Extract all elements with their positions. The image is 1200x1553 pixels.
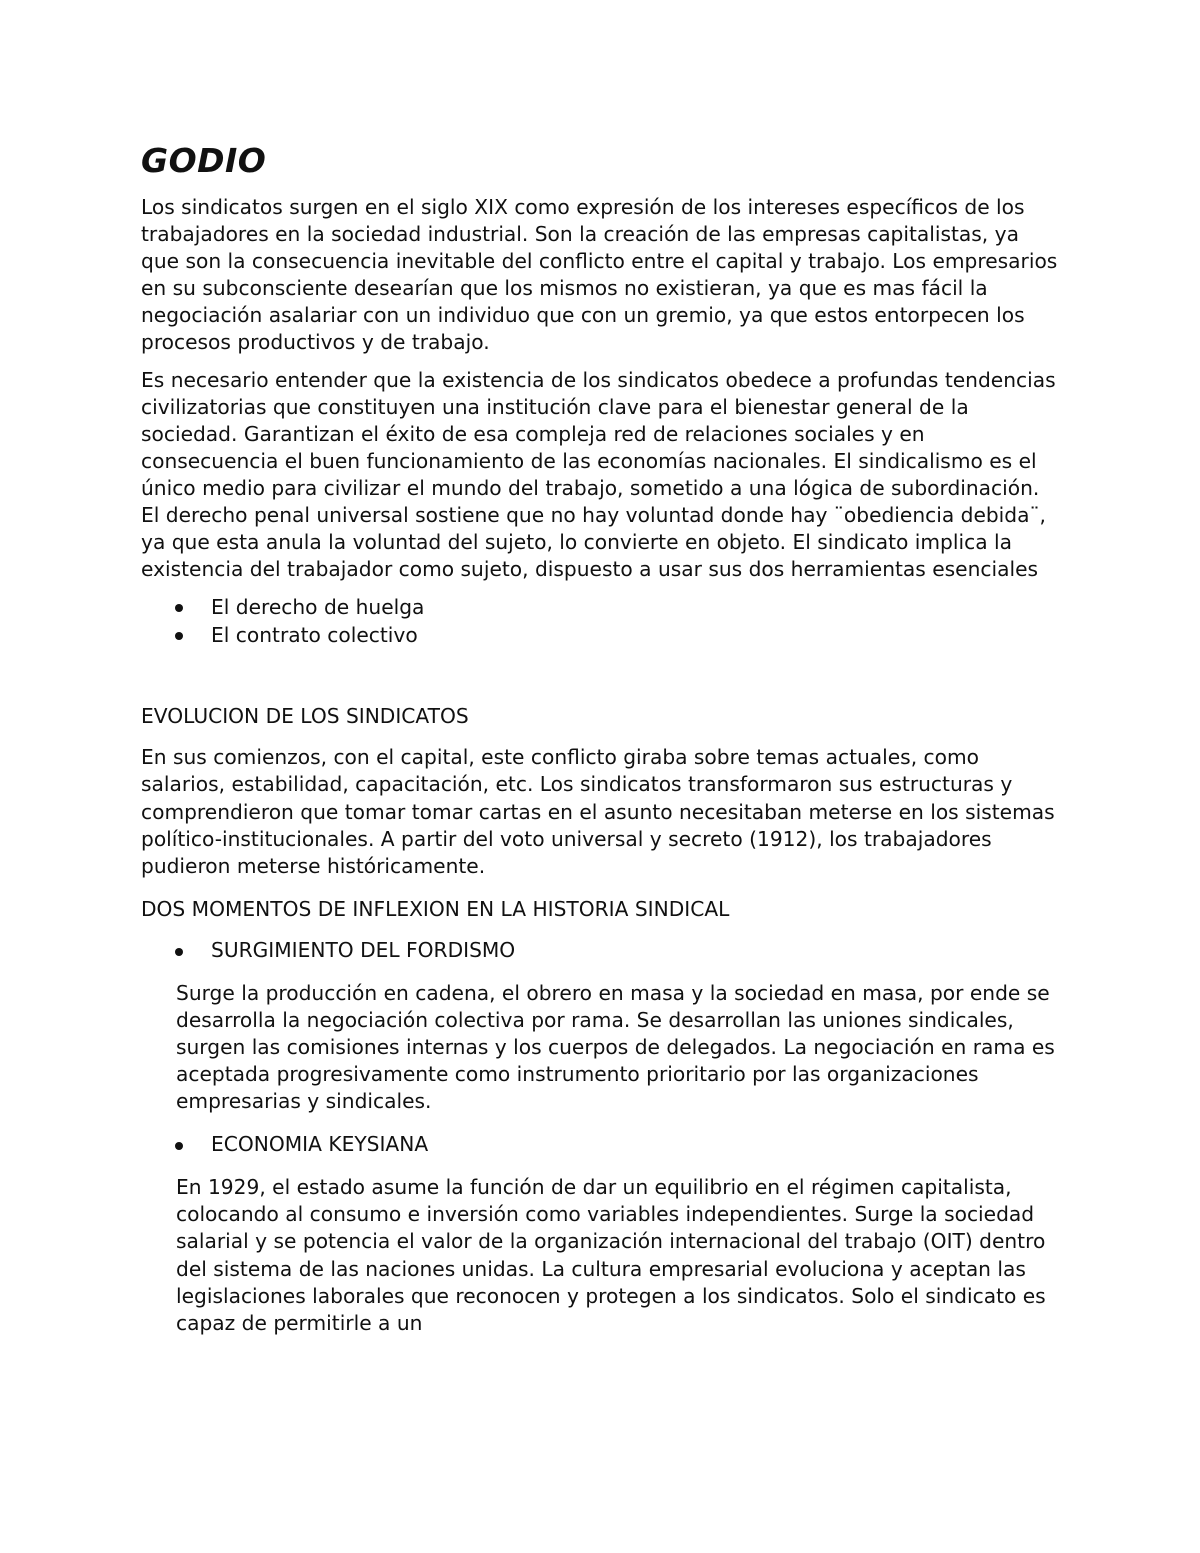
list-item [141,621,1061,649]
list-item-text: El contrato colectivo [211,623,418,648]
list-item [141,937,1061,964]
list-item [141,593,1061,621]
section-heading-evolucion: EVOLUCION DE LOS SINDICATOS [141,704,469,729]
bullet-icon [175,604,183,612]
bullet-icon [175,632,183,640]
bullet-icon [175,1142,183,1150]
keysiana-paragraph: En 1929, el estado asume la función de dar un equilibrio en el régimen capitalista, colocando al consumo e inversión como variables independientes. Surge la sociedad salarial y se potencia el valor de la organización internacional del trabajo (OIT) dentro del sistema de las naciones unidas. La cultura empresarial evoluciona y aceptan las legislaciones laborales que reconocen y protegen a los sindicatos. Solo el sindicato es capaz de permitirle a un [176,1175,1046,1335]
intro-paragraph-1: Los sindicatos surgen en el siglo XIX como expresión de los intereses específicos de los trabajadores en la sociedad industrial. Son la creación de las empresas capitalistas, ya que son la consecuencia inevitable del conflicto entre el capital y trabajo. Los empresarios en su subconsciente desearían que los mismos no existieran, ya que es mas fácil la negociación asalariar con un individuo que con un gremio, ya que estos entorpecen los procesos productivos y de trabajo. [141,195,1058,355]
subsection-title-fordismo: SURGIMIENTO DEL FORDISMO [211,937,516,962]
spacer [141,649,1061,703]
evolucion-paragraph: En sus comienzos, con el capital, este conflicto giraba sobre temas actuales, como salarios, estabilidad, capacitación, etc. Los sindicatos transformaron sus estructuras y comprendieron que tomar tomar cartas en el asunto necesitaban meterse en los sistemas político-institucionales. A partir del voto universal y secreto (1912), los trabajadores pudieron meterse históricamente. [141,745,1055,878]
fordismo-paragraph: Surge la producción en cadena, el obrero en masa y la sociedad en masa, por ende se desarrolla la negociación colectiva por rama. Se desarrollan las uniones sindicales, surgen las comisiones internas y los cuerpos de delegados. La negociación en rama es aceptada progresivamente como instrumento prioritario por las organizaciones empresarias y sindicales. [176,980,1055,1114]
list-item [141,1131,1061,1158]
intro-paragraph-2: Es necesario entender que la existencia de los sindicatos obedece a profundas tendencias civilizatorias que constituyen una institución clave para el bienestar general de la sociedad. Garantizan el éxito de esa compleja red de relaciones sociales y en consecuencia el buen funcionamiento de las economías nacionales. El sindicalismo es el único medio para civilizar el mundo del trabajo, sometido a una lógica de subordinación. El derecho penal universal sostiene que no hay voluntad donde hay ¨obediencia debida¨, ya que esta anula la voluntad del sujeto, lo convierte en objeto. El sindicato implica la existencia del trabajador como sujeto, dispuesto a usar sus dos herramientas esenciales [141,367,1056,582]
document-title: GODIO [141,141,267,180]
tools-list [141,593,1061,649]
subsection-title-keysiana: ECONOMIA KEYSIANA [211,1132,429,1157]
section-heading-momentos: DOS MOMENTOS DE INFLEXION EN LA HISTORIA SINDICAL [141,896,730,921]
bullet-icon [175,948,183,956]
document-page [141,140,1061,1347]
list-item-text: El derecho de huelga [211,595,425,620]
